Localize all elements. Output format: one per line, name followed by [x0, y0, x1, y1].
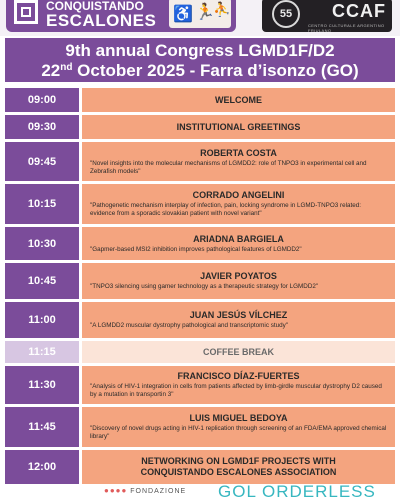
fondazione-logo — [104, 486, 186, 495]
schedule-row-break — [5, 341, 395, 363]
row-time: 10:15 — [5, 184, 79, 224]
schedule-row — [5, 366, 395, 404]
row-content — [82, 142, 395, 181]
row-time: 09:45 — [5, 142, 79, 181]
talk-title: "A LGMDD2 muscular dystrophy pathological and transcriptomic study" — [90, 322, 289, 329]
speaker-name: LUIS MIGUEL BEDOYA — [189, 413, 288, 423]
person-icon: 🏃 — [195, 4, 215, 21]
people-figures-icon — [169, 0, 231, 28]
wheelchair-icon: ♿ — [173, 6, 193, 23]
row-content — [82, 366, 395, 404]
logo-left-line2: ESCALONES — [46, 11, 157, 30]
footer-left-text: FONDAZIONE — [130, 488, 187, 495]
talk-title: "Novel insights into the molecular mechanisms of LGMDD2: role of TNPO3 in experimental cell and Zebrafish models" — [90, 159, 367, 175]
dots-icon: ●●●● — [104, 486, 128, 495]
row-content — [82, 407, 395, 447]
row-time: 11:30 — [5, 366, 79, 404]
row-time: 12:00 — [5, 450, 79, 484]
title-date-day: 22 — [41, 61, 61, 80]
row-content — [82, 450, 395, 484]
title-line1: 9th annual Congress LGMD1F/D2 — [65, 41, 335, 60]
square-maze-icon — [14, 0, 38, 24]
talk-title: "Analysis of HIV-1 integration in cells from patients affected by limb-girdle muscular dystrophy D2 caused by a mutation in transportin 3" — [90, 383, 382, 398]
person-icon-2: ⛹ — [213, 1, 231, 17]
header-logos — [0, 0, 400, 36]
logo-left-line1: CONQUISTANDO — [46, 0, 144, 13]
schedule-row — [5, 184, 395, 224]
row-time: 11:00 — [5, 302, 79, 338]
speaker-name: CORRADO ANGELINI — [192, 190, 285, 200]
footer-right-logo: GOL ORDERLESS — [218, 482, 376, 501]
schedule-row — [5, 450, 395, 484]
schedule-row — [5, 302, 395, 338]
talk-title: "TNPO3 silencing using gamer technology as a therapeutic strategy for LGMDD2" — [90, 283, 319, 290]
speaker-name: ROBERTA COSTA — [200, 147, 277, 158]
row-time: 10:45 — [5, 263, 79, 299]
row-content — [82, 341, 395, 363]
logo-left-text — [46, 0, 156, 30]
row-content — [82, 263, 395, 299]
row-time: 10:30 — [5, 227, 79, 260]
row-time: 09:00 — [5, 88, 79, 112]
row-label: INSTITUTIONAL GREETINGS — [176, 121, 301, 132]
footer-sponsors — [0, 484, 400, 500]
logo-right-sub: CENTRO CULTURALE ARGENTINO FRIULANO — [308, 23, 385, 33]
ccaf-logo — [262, 0, 392, 32]
schedule-row — [5, 263, 395, 299]
row-label: NETWORKING ON LGMD1F PROJECTS WITH CONQUISTANDO ESCALONES ASSOCIATION — [140, 456, 337, 477]
speaker-name: JUAN JESÚS VÍLCHEZ — [189, 310, 288, 320]
row-time: 11:15 — [5, 341, 79, 363]
speaker-name: FRANCISCO DÍAZ-FUERTES — [177, 371, 300, 381]
title-date-suffix: nd — [60, 62, 73, 73]
row-label: WELCOME — [215, 94, 262, 105]
row-time: 09:30 — [5, 115, 79, 139]
title-date-rest: October 2025 - Farra d’isonzo (GO) — [72, 61, 359, 80]
congress-title — [5, 38, 395, 82]
talk-title: "Discovery of novel drugs acting in HIV-1 replication through screening of an FDA/EMA approved chemical library" — [90, 425, 387, 440]
title-line2 — [5, 61, 395, 81]
row-content — [82, 302, 395, 338]
talk-title: "Gapmer-based MSI2 inhibition improves pathological features of LGMDD2" — [90, 245, 302, 253]
conquistando-escalones-logo — [6, 0, 236, 32]
row-content — [82, 227, 395, 260]
logo-right-name: CCAF — [332, 1, 386, 21]
schedule-row — [5, 88, 395, 112]
speaker-name: JAVIER POYATOS — [200, 271, 277, 281]
logo-right-number: 55 — [272, 0, 300, 28]
schedule-row — [5, 142, 395, 181]
schedule-row — [5, 115, 395, 139]
talk-title: "Pathogenetic mechanism interplay of infection, pain, locking syndrome in LGMD-TNPO3 related: evidence from a sporadic slovakian patient with novel variant" — [90, 202, 362, 217]
schedule-row — [5, 407, 395, 447]
row-time: 11:45 — [5, 407, 79, 447]
row-content — [82, 115, 395, 139]
schedule-row — [5, 227, 395, 260]
row-label: COFFEE BREAK — [202, 346, 274, 357]
row-content — [82, 88, 395, 112]
row-content — [82, 184, 395, 224]
speaker-name: ARIADNA BARGIELA — [193, 233, 284, 244]
